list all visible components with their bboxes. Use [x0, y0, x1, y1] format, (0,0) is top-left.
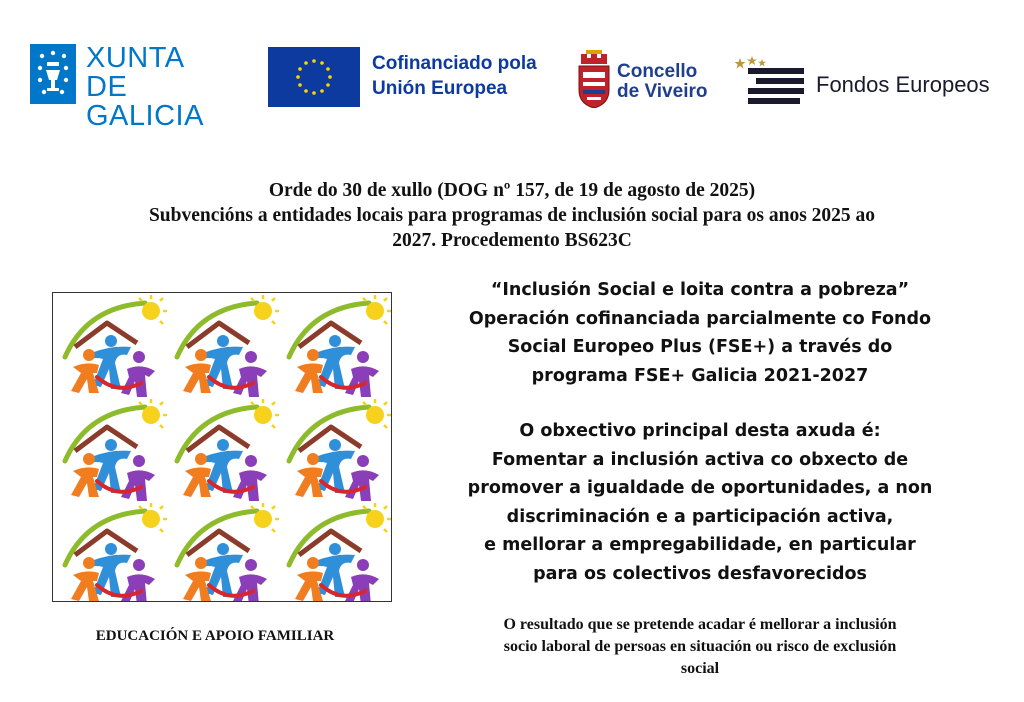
heading-line2: Subvencións a entidades locais para programas de inclusión social para os anos 2025 ao [148, 205, 876, 226]
result-line3: social [680, 660, 720, 677]
xunta-line1: XUNTA [86, 42, 185, 74]
xunta-wordmark [86, 44, 250, 131]
viveiro-line2: de Viveiro [617, 81, 708, 102]
result-line2: socio laboral de persoas en situación ou risco de exclusión [503, 638, 897, 655]
galicia-crest-icon [30, 44, 76, 104]
family-inclusion-illustration [52, 292, 392, 602]
viveiro-wordmark [617, 62, 707, 102]
objective-line: e mellorar a empregabilidade, en particular [484, 535, 916, 555]
eu-cofinanced-logo [268, 47, 568, 107]
spacer [400, 390, 1000, 417]
viveiro-line1: Concello [617, 61, 698, 82]
program-title: “Inclusión Social e loita contra a pobreza” [490, 280, 910, 300]
heading-line1: Orde do 30 de xullo (DOG nº 157, de 19 de agosto de 2025) [268, 180, 756, 201]
program-line: programa FSE+ Galicia 2021-2027 [531, 365, 869, 386]
result-line1: O resultado que se pretende acadar é mellorar a inclusión [503, 616, 897, 633]
eu-line1: Cofinanciado pola [372, 53, 537, 74]
objective-title: O obxectivo principal desta axuda é: [519, 421, 881, 441]
objective-line: Fomentar a inclusión activa co obxecto de [491, 449, 909, 470]
program-line: Social Europeo Plus (FSE+) a través do [507, 337, 893, 357]
viveiro-crest-icon [577, 50, 611, 108]
objective-line: discriminación e a participación activa, [506, 506, 894, 527]
xunta-de-galicia-logo [30, 42, 250, 132]
eu-line2: Unión Europea [372, 78, 508, 99]
objective-line: promover a igualdade de oportunidades, a non [467, 478, 933, 498]
document-heading [40, 178, 984, 253]
xunta-line2: DE GALICIA [86, 71, 204, 132]
program-description [400, 276, 1000, 588]
fondos-europeos-label: Fondos Europeos [816, 72, 990, 97]
program-line: Operación cofinanciada parcialmente co Fondo [468, 308, 932, 329]
eu-flag-icon [268, 47, 360, 107]
eu-wordmark [372, 51, 537, 101]
expected-result [420, 614, 980, 680]
concello-de-viveiro-logo [577, 50, 727, 110]
fondos-europeos-logo [734, 56, 1004, 108]
objective-line: para os colectivos desfavorecidos [533, 563, 867, 584]
fondos-europeos-stripes-icon [734, 56, 806, 106]
logo-bar [0, 0, 1024, 140]
heading-line3: 2027. Procedemento BS623C [392, 230, 632, 251]
education-family-caption: EDUCACIÓN E APOIO FAMILIAR [95, 628, 335, 644]
